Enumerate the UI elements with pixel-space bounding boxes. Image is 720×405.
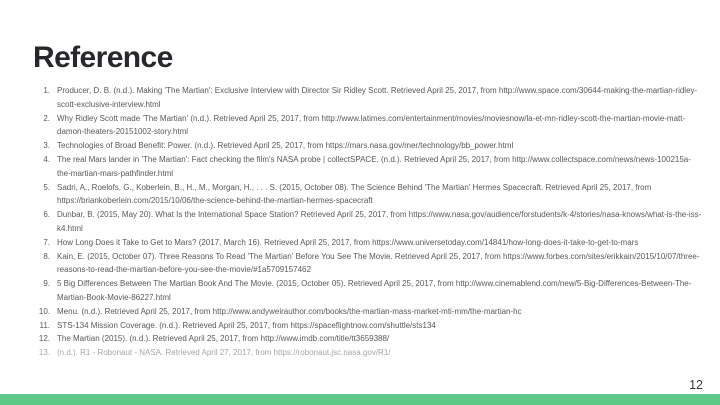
reference-text: Technologies of Broad Benefit: Power. (n.d.). Retrieved April 25, 2017, from https://mars.nasa.gov/mer/technology/bb_power.html [57, 141, 514, 151]
reference-text: Kain, E. (2015, October 07). Three Reasons To Read 'The Martian' Before You See The Movie. Retrieved April 25, 2017, from https://www.forbes.com/sites/erikkain/2015/10/07/three-reasons-to-read-the-martian-before-you-see-the-movie/#1a5709157462 [57, 251, 700, 275]
reference-number: 5. [43, 182, 50, 192]
reference-item [36, 305, 704, 319]
reference-text: Why Ridley Scott made 'The Martian' (n.d.). Retrieved April 25, 2017, from http://www.latimes.com/entertainment/movies/moviesnow/la-et-mn-ridley-scott-the-martian-movie-matt-damon-theaters-20151002-story.html [57, 113, 686, 137]
reference-item [36, 153, 704, 181]
reference-text: How Long Does it Take to Get to Mars? (2017, March 16). Retrieved April 25, 2017, from https://www.universetoday.com/14841/how-long-does-it-take-to-get-to-mars [57, 237, 639, 247]
reference-text: (n.d.). R1 - Robonaut - NASA. Retrieved April 27, 2017, from https://robonaut.jsc.nasa.gov/R1/ [57, 348, 391, 358]
reference-item [36, 250, 704, 278]
reference-item [36, 84, 704, 112]
reference-text: Menu. (n.d.). Retrieved April 25, 2017, from http://www.andyweirauthor.com/books/the-martian-mass-market-mti-mm/the-martian-hc [57, 306, 522, 316]
reference-number: 6. [43, 210, 50, 220]
reference-item [36, 319, 704, 333]
reference-number: 1. [43, 86, 50, 95]
reference-list [36, 84, 704, 360]
reference-item [36, 277, 704, 305]
reference-number: 10. [38, 306, 50, 316]
reference-number: 12. [38, 334, 50, 344]
reference-item [36, 332, 704, 346]
reference-number: 4. [43, 154, 50, 164]
reference-number: 13. [38, 348, 50, 358]
reference-item [36, 236, 704, 250]
page-title: Reference [33, 41, 173, 74]
reference-text: The Martian (2015). (n.d.). Retrieved April 25, 2017, from http://www.imdb.com/title/tt3659388/ [57, 334, 390, 344]
reference-text: The real Mars lander in 'The Martian': Fact checking the film's NASA probe | collectSPACE. (n.d.). Retrieved April 25, 2017, from http://www.collectspace.com/news/news-100215a-the-martian-mars-pathfinder.html [57, 154, 691, 178]
reference-item [36, 208, 704, 236]
reference-item [36, 181, 704, 209]
reference-number: 3. [43, 141, 50, 151]
reference-number: 7. [43, 237, 50, 247]
reference-item [36, 346, 704, 360]
reference-text: Dunbar, B. (2015, May 20). What Is the International Space Station? Retrieved April 25, 2017, from https://www.nasa.gov/audience/forstudents/k-4/stories/nasa-knows/what-is-the-iss-k4.html [57, 210, 702, 233]
reference-number: 11. [39, 320, 50, 330]
reference-text: Producer, D. B. (n.d.). Making 'The Martian': Exclusive Interview with Director Sir Ridley Scott. Retrieved April 25, 2017, from http://www.space.com/30644-making-the-martian-ridley-scott-exclusive-interview.html [57, 86, 698, 109]
reference-number: 9. [43, 279, 50, 289]
accent-bar [0, 394, 720, 405]
reference-item [36, 112, 704, 140]
reference-item [36, 139, 704, 153]
reference-text: STS-134 Mission Coverage. (n.d.). Retrieved April 25, 2017, from https://spaceflightnow.com/shuttle/sts134 [57, 320, 436, 330]
reference-text: Sadri, A., Roelofs, G., Koberlein, B., H., M., Morgan, H., . . . S. (2015, October 08). The Science Behind 'The Martian' Hermes Spacecraft. Retrieved April 25, 2017, from https://briankoberlein.com/2015/10/06/the-science-behind-the-martian-hermes-spacecraft [57, 182, 652, 206]
reference-number: 2. [43, 113, 50, 123]
reference-text: 5 Big Differences Between The Martian Book And The Movie. (2015, October 05). Retrieved April 25, 2017, from http://www.cinemablend.com/new/5-Big-Differences-Between-The-Martian-Book-Movie-86227.html [57, 279, 692, 302]
reference-number: 8. [43, 251, 50, 261]
page-number: 12 [689, 378, 703, 392]
